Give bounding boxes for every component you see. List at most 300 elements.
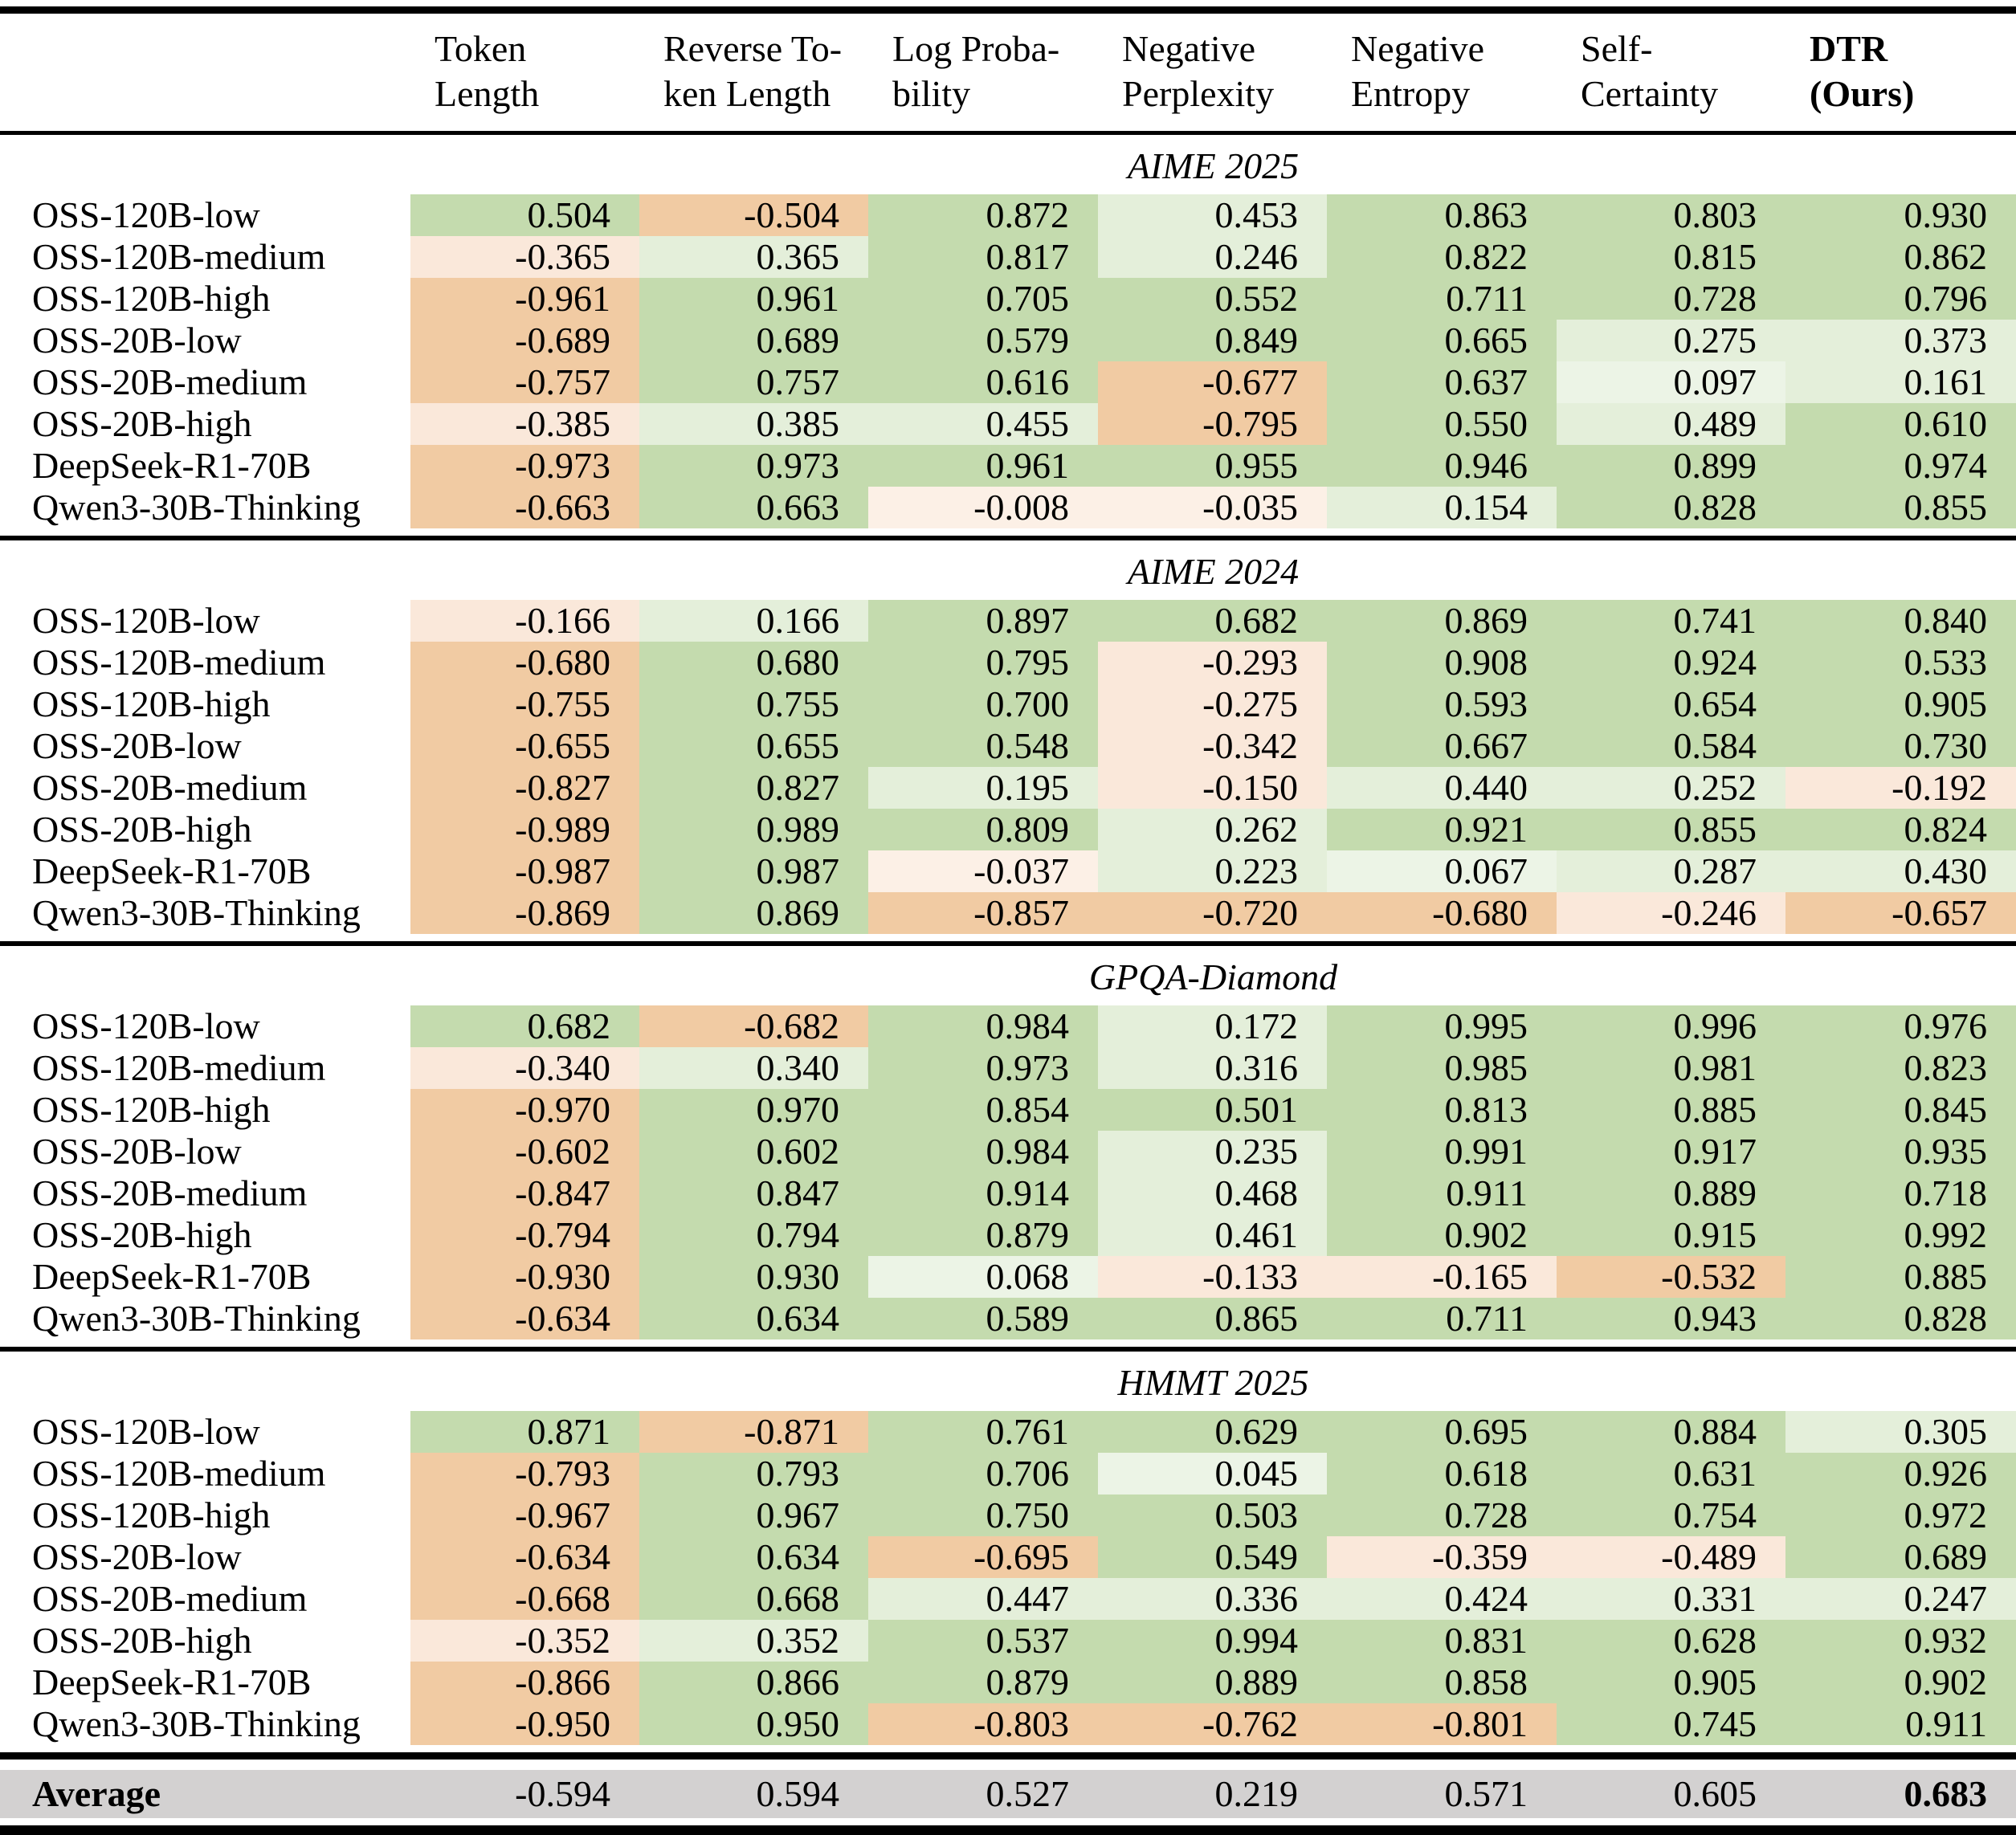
value-cell: 0.984 xyxy=(868,1005,1098,1047)
value-cell: -0.967 xyxy=(410,1495,639,1536)
value-cell: -0.192 xyxy=(1785,767,2016,809)
table-row xyxy=(0,320,2016,361)
value-cell: 0.847 xyxy=(639,1172,868,1214)
value-cell: -0.668 xyxy=(410,1578,639,1620)
value-cell: 0.489 xyxy=(1557,403,1785,445)
value-cell: 0.336 xyxy=(1098,1578,1327,1620)
value-cell: 0.631 xyxy=(1557,1453,1785,1495)
model-label: OSS-120B-low xyxy=(0,600,410,642)
corner-cell xyxy=(0,14,410,131)
model-label: OSS-120B-low xyxy=(0,194,410,236)
value-cell: 0.879 xyxy=(868,1214,1098,1256)
model-label: DeepSeek-R1-70B xyxy=(0,1256,410,1298)
value-cell: 0.845 xyxy=(1785,1089,2016,1131)
value-cell: 0.795 xyxy=(868,642,1098,683)
value-cell: 0.504 xyxy=(410,194,639,236)
value-cell: 0.972 xyxy=(1785,1495,2016,1536)
section-title-row xyxy=(0,135,2016,194)
header-row xyxy=(0,14,2016,131)
col-header-line: Length xyxy=(435,73,540,114)
value-cell: -0.275 xyxy=(1098,683,1327,725)
value-cell: 0.992 xyxy=(1785,1214,2016,1256)
table-row xyxy=(0,1578,2016,1620)
value-cell: 0.552 xyxy=(1098,278,1327,320)
col-header-negative-entropy xyxy=(1327,14,1557,131)
value-cell: 0.761 xyxy=(868,1411,1098,1453)
value-cell: -0.795 xyxy=(1098,403,1327,445)
value-cell: 0.973 xyxy=(868,1047,1098,1089)
value-cell: 0.331 xyxy=(1557,1578,1785,1620)
value-cell: 0.373 xyxy=(1785,320,2016,361)
value-cell: 0.803 xyxy=(1557,194,1785,236)
value-cell: 0.045 xyxy=(1098,1453,1327,1495)
col-header-line: Log Proba- xyxy=(892,28,1060,69)
value-cell: 0.967 xyxy=(639,1495,868,1536)
table-row xyxy=(0,1411,2016,1453)
value-cell: 0.926 xyxy=(1785,1453,2016,1495)
value-cell: 0.935 xyxy=(1785,1131,2016,1172)
value-cell: -0.793 xyxy=(410,1453,639,1495)
model-label: OSS-120B-high xyxy=(0,1089,410,1131)
model-label: OSS-120B-medium xyxy=(0,642,410,683)
pre-average-rule xyxy=(0,1752,2016,1760)
value-cell: -0.008 xyxy=(868,487,1098,528)
value-cell: -0.801 xyxy=(1327,1703,1557,1745)
value-cell: 0.973 xyxy=(639,445,868,487)
col-header-reverse-token-length xyxy=(639,14,868,131)
table-row xyxy=(0,850,2016,892)
value-cell: 0.668 xyxy=(639,1578,868,1620)
value-cell: 0.858 xyxy=(1327,1662,1557,1703)
value-cell: -0.762 xyxy=(1098,1703,1327,1745)
value-cell: 0.817 xyxy=(868,236,1098,278)
table-row xyxy=(0,767,2016,809)
value-cell: -0.847 xyxy=(410,1172,639,1214)
value-cell: 0.932 xyxy=(1785,1620,2016,1662)
value-cell: 0.549 xyxy=(1098,1536,1327,1578)
value-cell: 0.755 xyxy=(639,683,868,725)
model-label: OSS-120B-medium xyxy=(0,1453,410,1495)
value-cell: 0.548 xyxy=(868,725,1098,767)
value-cell: -0.489 xyxy=(1557,1536,1785,1578)
value-cell: 0.503 xyxy=(1098,1495,1327,1536)
value-cell: -0.695 xyxy=(868,1536,1098,1578)
value-cell: 0.365 xyxy=(639,236,868,278)
value-cell: 0.754 xyxy=(1557,1495,1785,1536)
value-cell: 0.862 xyxy=(1785,236,2016,278)
value-cell: 0.584 xyxy=(1557,725,1785,767)
col-header-line: Negative xyxy=(1351,28,1485,69)
value-cell: 0.989 xyxy=(639,809,868,850)
model-label: Qwen3-30B-Thinking xyxy=(0,892,410,934)
average-value-cell: 0.683 xyxy=(1785,1770,2016,1818)
table-row xyxy=(0,892,2016,934)
value-cell: 0.430 xyxy=(1785,850,2016,892)
value-cell: 0.984 xyxy=(868,1131,1098,1172)
model-label: OSS-120B-low xyxy=(0,1411,410,1453)
value-cell: 0.995 xyxy=(1327,1005,1557,1047)
col-header-line: Certainty xyxy=(1581,73,1719,114)
value-cell: -0.035 xyxy=(1098,487,1327,528)
value-cell: 0.822 xyxy=(1327,236,1557,278)
value-cell: 0.902 xyxy=(1327,1214,1557,1256)
value-cell: 0.068 xyxy=(868,1256,1098,1298)
value-cell: 0.453 xyxy=(1098,194,1327,236)
value-cell: 0.593 xyxy=(1327,683,1557,725)
value-cell: 0.974 xyxy=(1785,445,2016,487)
value-cell: 0.750 xyxy=(868,1495,1098,1536)
correlation-table xyxy=(0,6,2016,1835)
table-row xyxy=(0,1005,2016,1047)
value-cell: 0.730 xyxy=(1785,725,2016,767)
value-cell: 0.728 xyxy=(1327,1495,1557,1536)
value-cell: 0.855 xyxy=(1785,487,2016,528)
table-row xyxy=(0,487,2016,528)
col-header-line: DTR xyxy=(1810,28,1888,69)
value-cell: 0.550 xyxy=(1327,403,1557,445)
table-row xyxy=(0,445,2016,487)
model-label: OSS-20B-medium xyxy=(0,1578,410,1620)
value-cell: 0.831 xyxy=(1327,1620,1557,1662)
value-cell: -0.973 xyxy=(410,445,639,487)
value-cell: -0.602 xyxy=(410,1131,639,1172)
value-cell: -0.871 xyxy=(639,1411,868,1453)
value-cell: 0.911 xyxy=(1785,1703,2016,1745)
col-header-line: Perplexity xyxy=(1122,73,1275,114)
value-cell: -0.689 xyxy=(410,320,639,361)
model-label: OSS-20B-high xyxy=(0,1620,410,1662)
value-cell: 0.930 xyxy=(1785,194,2016,236)
value-cell: 0.879 xyxy=(868,1662,1098,1703)
table-row xyxy=(0,1703,2016,1745)
model-label: OSS-20B-low xyxy=(0,320,410,361)
table-row xyxy=(0,1495,2016,1536)
value-cell: 0.711 xyxy=(1327,278,1557,320)
table-row xyxy=(0,1662,2016,1703)
value-cell: 0.884 xyxy=(1557,1411,1785,1453)
value-cell: 0.824 xyxy=(1785,809,2016,850)
value-cell: -0.989 xyxy=(410,809,639,850)
value-cell: 0.987 xyxy=(639,850,868,892)
value-cell: 0.695 xyxy=(1327,1411,1557,1453)
value-cell: -0.961 xyxy=(410,278,639,320)
value-cell: 0.705 xyxy=(868,278,1098,320)
value-cell: 0.634 xyxy=(639,1536,868,1578)
value-cell: 0.689 xyxy=(1785,1536,2016,1578)
value-cell: 0.899 xyxy=(1557,445,1785,487)
value-cell: 0.854 xyxy=(868,1089,1098,1131)
model-label: DeepSeek-R1-70B xyxy=(0,445,410,487)
value-cell: 0.921 xyxy=(1327,809,1557,850)
average-label: Average xyxy=(0,1770,410,1818)
section-title-row xyxy=(0,540,2016,600)
col-header-log-probability xyxy=(868,14,1098,131)
value-cell: 0.424 xyxy=(1327,1578,1557,1620)
value-cell: -0.827 xyxy=(410,767,639,809)
value-cell: 0.305 xyxy=(1785,1411,2016,1453)
value-cell: 0.865 xyxy=(1098,1298,1327,1340)
spacer xyxy=(0,1340,2016,1347)
value-cell: 0.352 xyxy=(639,1620,868,1662)
table-row xyxy=(0,1536,2016,1578)
value-cell: -0.342 xyxy=(1098,725,1327,767)
model-label: OSS-120B-low xyxy=(0,1005,410,1047)
section-title: AIME 2024 xyxy=(1127,551,1300,592)
value-cell: 0.195 xyxy=(868,767,1098,809)
value-cell: 0.340 xyxy=(639,1047,868,1089)
value-cell: 0.682 xyxy=(1098,600,1327,642)
value-cell: 0.885 xyxy=(1785,1256,2016,1298)
value-cell: 0.794 xyxy=(639,1214,868,1256)
value-cell: 0.663 xyxy=(639,487,868,528)
col-header-negative-perplexity xyxy=(1098,14,1327,131)
value-cell: -0.246 xyxy=(1557,892,1785,934)
value-cell: -0.634 xyxy=(410,1536,639,1578)
value-cell: -0.680 xyxy=(1327,892,1557,934)
col-header-dtr-ours xyxy=(1785,14,2016,131)
model-label: OSS-20B-low xyxy=(0,725,410,767)
value-cell: -0.930 xyxy=(410,1256,639,1298)
value-cell: -0.950 xyxy=(410,1703,639,1745)
value-cell: 0.985 xyxy=(1327,1047,1557,1089)
col-header-line: (Ours) xyxy=(1810,73,1915,114)
value-cell: 0.915 xyxy=(1557,1214,1785,1256)
table-row xyxy=(0,1214,2016,1256)
table-row xyxy=(0,642,2016,683)
average-value-cell: 0.605 xyxy=(1557,1770,1785,1818)
model-label: OSS-20B-low xyxy=(0,1536,410,1578)
col-header-line: Token xyxy=(435,28,527,69)
value-cell: 0.275 xyxy=(1557,320,1785,361)
value-cell: 0.809 xyxy=(868,809,1098,850)
value-cell: 0.262 xyxy=(1098,809,1327,850)
value-cell: 0.247 xyxy=(1785,1578,2016,1620)
model-label: OSS-20B-medium xyxy=(0,767,410,809)
value-cell: 0.970 xyxy=(639,1089,868,1131)
value-cell: 0.589 xyxy=(868,1298,1098,1340)
spacer xyxy=(0,1818,2016,1825)
value-cell: 0.955 xyxy=(1098,445,1327,487)
spacer xyxy=(0,934,2016,941)
value-cell: 0.533 xyxy=(1785,642,2016,683)
value-cell: 0.828 xyxy=(1785,1298,2016,1340)
value-cell: 0.172 xyxy=(1098,1005,1327,1047)
value-cell: -0.866 xyxy=(410,1662,639,1703)
average-row xyxy=(0,1770,2016,1818)
value-cell: 0.706 xyxy=(868,1453,1098,1495)
section-title: AIME 2025 xyxy=(1127,145,1300,186)
table-row xyxy=(0,1256,2016,1298)
value-cell: 0.996 xyxy=(1557,1005,1785,1047)
col-header-line: Entropy xyxy=(1351,73,1471,114)
value-cell: 0.827 xyxy=(639,767,868,809)
average-value-cell: 0.527 xyxy=(868,1770,1098,1818)
value-cell: 0.813 xyxy=(1327,1089,1557,1131)
value-cell: 0.869 xyxy=(639,892,868,934)
value-cell: 0.815 xyxy=(1557,236,1785,278)
value-cell: 0.976 xyxy=(1785,1005,2016,1047)
value-cell: 0.067 xyxy=(1327,850,1557,892)
model-label: OSS-20B-high xyxy=(0,809,410,850)
value-cell: 0.610 xyxy=(1785,403,2016,445)
model-label: OSS-120B-high xyxy=(0,278,410,320)
value-cell: 0.154 xyxy=(1327,487,1557,528)
model-label: OSS-120B-medium xyxy=(0,236,410,278)
table-row xyxy=(0,403,2016,445)
value-cell: 0.823 xyxy=(1785,1047,2016,1089)
spacer xyxy=(0,528,2016,536)
value-cell: 0.689 xyxy=(639,320,868,361)
value-cell: 0.849 xyxy=(1098,320,1327,361)
value-cell: 0.741 xyxy=(1557,600,1785,642)
value-cell: 0.287 xyxy=(1557,850,1785,892)
model-label: OSS-20B-high xyxy=(0,1214,410,1256)
value-cell: -0.987 xyxy=(410,850,639,892)
value-cell: -0.150 xyxy=(1098,767,1327,809)
table-row xyxy=(0,1172,2016,1214)
value-cell: 0.680 xyxy=(639,642,868,683)
value-cell: -0.655 xyxy=(410,725,639,767)
value-cell: 0.385 xyxy=(639,403,868,445)
value-cell: 0.316 xyxy=(1098,1047,1327,1089)
value-cell: -0.340 xyxy=(410,1047,639,1089)
value-cell: 0.946 xyxy=(1327,445,1557,487)
model-label: OSS-120B-high xyxy=(0,1495,410,1536)
value-cell: -0.359 xyxy=(1327,1536,1557,1578)
model-label: OSS-20B-medium xyxy=(0,1172,410,1214)
value-cell: 0.161 xyxy=(1785,361,2016,403)
section-title-row xyxy=(0,1352,2016,1411)
value-cell: 0.991 xyxy=(1327,1131,1557,1172)
value-cell: 0.796 xyxy=(1785,278,2016,320)
col-header-line: ken Length xyxy=(663,73,831,114)
table-row xyxy=(0,1047,2016,1089)
value-cell: -0.720 xyxy=(1098,892,1327,934)
model-label: OSS-20B-low xyxy=(0,1131,410,1172)
value-cell: 0.911 xyxy=(1327,1172,1557,1214)
value-cell: -0.532 xyxy=(1557,1256,1785,1298)
section-title: HMMT 2025 xyxy=(1117,1362,1309,1403)
value-cell: 0.537 xyxy=(868,1620,1098,1662)
value-cell: 0.994 xyxy=(1098,1620,1327,1662)
value-cell: -0.657 xyxy=(1785,892,2016,934)
value-cell: 0.943 xyxy=(1557,1298,1785,1340)
value-cell: -0.682 xyxy=(639,1005,868,1047)
value-cell: 0.924 xyxy=(1557,642,1785,683)
value-cell: 0.618 xyxy=(1327,1453,1557,1495)
table-row xyxy=(0,361,2016,403)
value-cell: 0.855 xyxy=(1557,809,1785,850)
value-cell: 0.655 xyxy=(639,725,868,767)
value-cell: 0.628 xyxy=(1557,1620,1785,1662)
value-cell: 0.440 xyxy=(1327,767,1557,809)
average-value-cell: 0.219 xyxy=(1098,1770,1327,1818)
value-cell: 0.634 xyxy=(639,1298,868,1340)
spacer xyxy=(0,1760,2016,1770)
table-row xyxy=(0,1298,2016,1340)
value-cell: -0.365 xyxy=(410,236,639,278)
value-cell: 0.461 xyxy=(1098,1214,1327,1256)
table-row xyxy=(0,1453,2016,1495)
value-cell: 0.246 xyxy=(1098,236,1327,278)
table-row xyxy=(0,1131,2016,1172)
value-cell: 0.889 xyxy=(1098,1662,1327,1703)
value-cell: 0.447 xyxy=(868,1578,1098,1620)
value-cell: 0.711 xyxy=(1327,1298,1557,1340)
value-cell: 0.223 xyxy=(1098,850,1327,892)
value-cell: -0.869 xyxy=(410,892,639,934)
value-cell: 0.579 xyxy=(868,320,1098,361)
spacer xyxy=(0,1745,2016,1752)
section-title-row xyxy=(0,946,2016,1005)
value-cell: 0.981 xyxy=(1557,1047,1785,1089)
model-label: DeepSeek-R1-70B xyxy=(0,850,410,892)
value-cell: -0.680 xyxy=(410,642,639,683)
value-cell: 0.863 xyxy=(1327,194,1557,236)
col-header-token-length xyxy=(410,14,639,131)
table-row xyxy=(0,1620,2016,1662)
col-header-line: Self- xyxy=(1581,28,1653,69)
value-cell: 0.501 xyxy=(1098,1089,1327,1131)
value-cell: 0.745 xyxy=(1557,1703,1785,1745)
table-row xyxy=(0,725,2016,767)
value-cell: 0.637 xyxy=(1327,361,1557,403)
col-header-line: Reverse To- xyxy=(663,28,843,69)
table-row xyxy=(0,683,2016,725)
model-label: Qwen3-30B-Thinking xyxy=(0,1298,410,1340)
value-cell: 0.682 xyxy=(410,1005,639,1047)
section-title: GPQA-Diamond xyxy=(1088,956,1338,997)
model-label: Qwen3-30B-Thinking xyxy=(0,487,410,528)
value-cell: 0.897 xyxy=(868,600,1098,642)
value-cell: -0.385 xyxy=(410,403,639,445)
table-body xyxy=(0,135,2016,1835)
table-row xyxy=(0,809,2016,850)
value-cell: -0.352 xyxy=(410,1620,639,1662)
value-cell: 0.468 xyxy=(1098,1172,1327,1214)
value-cell: -0.857 xyxy=(868,892,1098,934)
value-cell: 0.869 xyxy=(1327,600,1557,642)
table-row xyxy=(0,194,2016,236)
average-value-cell: 0.594 xyxy=(639,1770,868,1818)
model-label: DeepSeek-R1-70B xyxy=(0,1662,410,1703)
table-row xyxy=(0,1089,2016,1131)
model-label: OSS-20B-high xyxy=(0,403,410,445)
value-cell: -0.504 xyxy=(639,194,868,236)
average-value-cell: 0.571 xyxy=(1327,1770,1557,1818)
value-cell: 0.905 xyxy=(1785,683,2016,725)
value-cell: 0.728 xyxy=(1557,278,1785,320)
value-cell: 0.871 xyxy=(410,1411,639,1453)
value-cell: 0.629 xyxy=(1098,1411,1327,1453)
average-value-cell: -0.594 xyxy=(410,1770,639,1818)
value-cell: 0.665 xyxy=(1327,320,1557,361)
top-rule xyxy=(0,6,2016,14)
value-cell: 0.718 xyxy=(1785,1172,2016,1214)
value-cell: 0.930 xyxy=(639,1256,868,1298)
value-cell: 0.961 xyxy=(639,278,868,320)
value-cell: 0.654 xyxy=(1557,683,1785,725)
value-cell: -0.166 xyxy=(410,600,639,642)
value-cell: 0.961 xyxy=(868,445,1098,487)
value-cell: -0.133 xyxy=(1098,1256,1327,1298)
col-header-line: bility xyxy=(892,73,971,114)
value-cell: 0.840 xyxy=(1785,600,2016,642)
value-cell: 0.908 xyxy=(1327,642,1557,683)
table-row xyxy=(0,278,2016,320)
value-cell: 0.667 xyxy=(1327,725,1557,767)
value-cell: 0.914 xyxy=(868,1172,1098,1214)
